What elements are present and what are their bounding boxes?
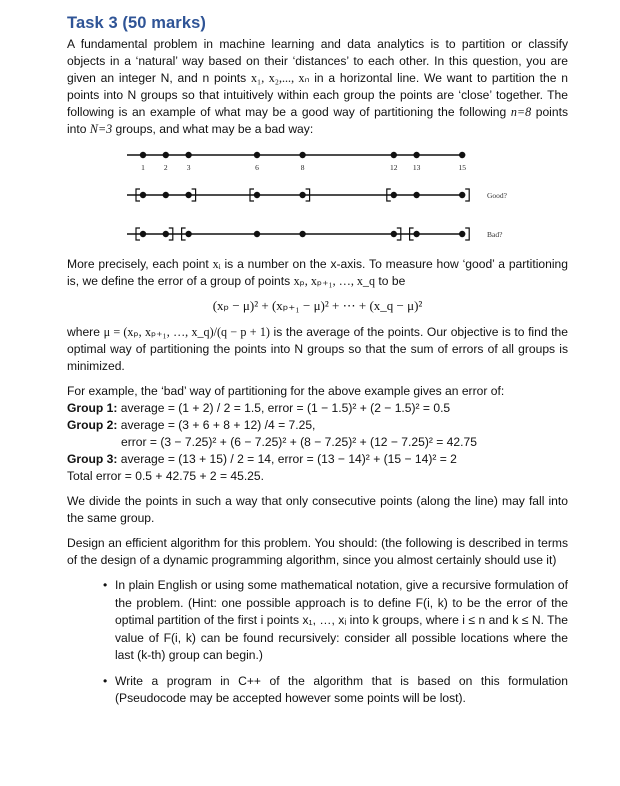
points-row bbox=[127, 152, 466, 172]
group-2-text: average = (3 + 6 + 8 + 12) /4 = 7.25, bbox=[120, 418, 316, 432]
point-label: 3 bbox=[186, 163, 191, 172]
xi-notation: xᵢ bbox=[212, 257, 221, 271]
precise-text-1: More precisely, each point bbox=[67, 257, 209, 271]
group-3-text: average = (13 + 15) / 2 = 14, error = (13 − 14)² + (15 − 14)² = 2 bbox=[120, 452, 457, 466]
point-dot bbox=[391, 231, 397, 237]
intro-text-1: A fundamental problem in machine learning and data analytics is to partition or classify objects in a ‘natural’ way based on their ‘distances’ to each other. In this question, you are given an integer N, and n points bbox=[67, 37, 568, 85]
error-formula: (xₚ − μ)² + (xₚ₊₁ − μ)² + ⋯ + (x_q − μ)² bbox=[212, 298, 423, 313]
point-dot bbox=[163, 192, 169, 198]
point-dot bbox=[185, 231, 191, 237]
point-dot bbox=[254, 152, 260, 158]
point-dot bbox=[413, 152, 419, 158]
consecutive-paragraph: We divide the points in such a way that only consecutive points (along the line) may fall into the same group. bbox=[67, 494, 568, 525]
point-label: 13 bbox=[412, 163, 421, 172]
mu-formula: μ = (xₚ, xₚ₊₁, …, x_q)/(q − p + 1) bbox=[103, 325, 270, 339]
point-label: 2 bbox=[163, 163, 168, 172]
bracket-right bbox=[465, 228, 469, 240]
where-text-1: where bbox=[67, 325, 100, 339]
point-dot bbox=[299, 231, 305, 237]
group-1-text: average = (1 + 2) / 2 = 1.5, error = (1 − 1.5)² + (2 − 1.5)² = 0.5 bbox=[120, 401, 451, 415]
precise-text-3: to be bbox=[378, 274, 406, 288]
point-dot bbox=[299, 152, 305, 158]
requirements-list bbox=[67, 577, 568, 708]
point-label: 1 bbox=[141, 163, 145, 172]
points-notation: x₁, x₂,..., xₙ bbox=[251, 71, 310, 85]
list-item bbox=[103, 673, 568, 708]
example-intro: For example, the ‘bad’ way of partitioning for the above example gives an error of: bbox=[67, 384, 505, 398]
point-dot bbox=[140, 152, 146, 158]
bad-label: Bad? bbox=[487, 230, 503, 239]
bullet-text-1: In plain English or using some mathematical notation, give a recursive formulation of the problem. (Hint: one possible approach is to define F(i, k) to be the error of the optimal partition of the first i points x₁, …, xᵢ into k groups, where i ≤ n and k ≤ N. The value of F(i, k) can be found recursively: consider all possible locations where the last (k-th) group can begin.) bbox=[115, 578, 568, 662]
point-dot bbox=[140, 231, 146, 237]
point-label: 15 bbox=[458, 163, 466, 172]
group-1-line bbox=[67, 400, 568, 417]
point-dot bbox=[163, 231, 169, 237]
point-dot bbox=[459, 231, 465, 237]
point-dot bbox=[185, 152, 191, 158]
good-partition-row bbox=[127, 189, 469, 201]
total-error-line: Total error = 0.5 + 42.75 + 2 = 45.25. bbox=[67, 469, 264, 483]
intro-text-3: points into bbox=[67, 105, 568, 136]
design-paragraph: Design an efficient algorithm for this problem. You should: (the following is described in terms of the design of a dynamic programming algorithm, since you almost certainly should use it) bbox=[67, 536, 568, 567]
point-dot bbox=[254, 231, 260, 237]
bad-partition-row bbox=[127, 228, 469, 240]
where-text-2: is the average of the points. Our objective is to find the optimal way of partitioning the points into N groups so that the sum of errors of all groups is minimized. bbox=[67, 325, 568, 373]
example-block bbox=[67, 383, 568, 485]
point-dot bbox=[140, 192, 146, 198]
group-3-line bbox=[67, 451, 568, 468]
point-dot bbox=[413, 231, 419, 237]
bullet-text-2: Write a program in C++ of the algorithm that is based on this formulation (Pseudocode may be accepted however some points will be lost). bbox=[115, 673, 568, 705]
precise-text-2: is a number on the x-axis. To measure how ‘good’ a partitioning is, we define the error of a group of points bbox=[67, 257, 568, 288]
partition-figure bbox=[115, 142, 555, 252]
partition-diagram bbox=[115, 142, 555, 252]
point-dot bbox=[391, 192, 397, 198]
bullet-icon: • bbox=[103, 673, 108, 688]
point-dot bbox=[299, 192, 305, 198]
group-3-label: Group 3: bbox=[67, 452, 118, 466]
intro-text-2: in a horizontal line. We want to partition the n points into N groups so that intuitively within each group the points are ‘close’ together. The following is an example of what may be a good way of partitioning the following bbox=[67, 71, 568, 119]
group-2-line bbox=[67, 417, 568, 434]
list-item bbox=[103, 577, 568, 665]
point-label: 12 bbox=[390, 163, 398, 172]
point-dot bbox=[185, 192, 191, 198]
group-2-label: Group 2: bbox=[67, 418, 118, 432]
point-dot bbox=[163, 152, 169, 158]
good-label: Good? bbox=[487, 191, 507, 200]
point-label: 6 bbox=[255, 163, 259, 172]
point-label: 8 bbox=[300, 163, 305, 172]
where-paragraph bbox=[67, 324, 568, 375]
point-dot bbox=[391, 152, 397, 158]
point-dot bbox=[459, 192, 465, 198]
group-1-label: Group 1: bbox=[67, 401, 118, 415]
point-dot bbox=[413, 192, 419, 198]
point-dot bbox=[459, 152, 465, 158]
precise-paragraph bbox=[67, 256, 568, 290]
group-2-error-line: error = (3 − 7.25)² + (6 − 7.25)² + (8 − 7.25)² + (12 − 7.25)² = 42.75 bbox=[121, 435, 477, 449]
task-title: Task 3 (50 marks) bbox=[67, 14, 206, 32]
N-value: N=3 bbox=[89, 122, 113, 136]
point-dot bbox=[254, 192, 260, 198]
bracket-right bbox=[465, 189, 469, 201]
n-value: n=8 bbox=[510, 105, 532, 119]
intro-text-4: groups, and what may be a bad way: bbox=[115, 122, 314, 136]
bullet-icon: • bbox=[103, 578, 108, 592]
intro-paragraph bbox=[67, 36, 568, 138]
xrange-notation: xₚ, xₚ₊₁, …, x_q bbox=[293, 274, 376, 288]
